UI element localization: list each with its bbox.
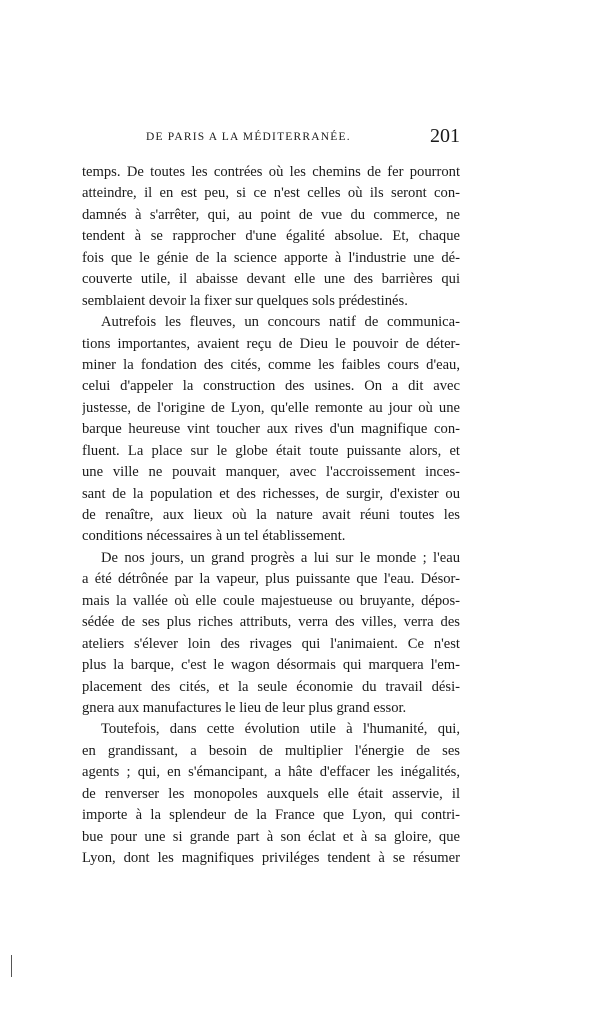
text-line: Autrefois les fleuves, un concours natif de communica- (101, 314, 460, 331)
text-line: a été détrônée par la vapeur, plus puissante que l'eau. Désor- (82, 571, 460, 588)
text-line: fois que le génie de la science apporte à l'industrie une dé- (82, 249, 460, 266)
text-line: sant de la population et des richesses, de surgir, d'exister ou (82, 485, 460, 502)
text-line: gnera aux manufactures le lieu de leur plus grand essor. (82, 699, 407, 716)
text-line: damnés à s'arrêter, qui, au point de vue du commerce, ne (82, 206, 460, 223)
text-line: mais la vallée où elle coule majestueuse ou bruyante, dépos- (82, 592, 460, 609)
text-line: barque heureuse vint toucher aux rives d'un magnifique con- (82, 421, 460, 438)
text-line: tions importantes, avaient reçu de Dieu le pouvoir de déter- (82, 335, 460, 352)
text-line: celui d'appeler la construction des usines. On a dit avec (82, 378, 460, 395)
text-line: temps. De toutes les contrées où les chemins de fer pourront (82, 164, 460, 180)
text-line: placement des cités, et la seule économie du travail dési- (82, 678, 460, 695)
text-line: Toutefois, dans cette évolution utile à l'humanité, qui, (101, 721, 460, 738)
text-line: plus la barque, c'est le wagon désormais qui marquera l'em- (82, 657, 460, 674)
body-text (82, 162, 460, 869)
text-line: sédée de ses plus riches attributs, verra des villes, verra des (82, 614, 460, 631)
running-header (82, 125, 460, 151)
text-line: semblaient devoir la fixer sur quelques sols prédestinés. (82, 292, 408, 309)
text-line: Lyon, dont les magnifiques priviléges tendent à se résumer (82, 850, 460, 866)
text-line: tendent à se rapprocher d'une égalité absolue. Et, chaque (82, 228, 460, 245)
text-line: une ville ne pouvait manquer, avec l'accroissement inces- (82, 464, 460, 481)
text-line: justesse, de l'origine de Lyon, qu'elle remonte au jour où une (82, 399, 460, 416)
text-line: De nos jours, un grand progrès a lui sur le monde ; l'eau (101, 549, 460, 566)
text-line: importe à la splendeur de la France que Lyon, qui contri- (82, 807, 460, 824)
page-number: 201 (430, 125, 460, 147)
text-line: couverte utile, il abaisse devant elle une des barrières qui (82, 271, 460, 288)
text-line: de renverser les monopoles auxquels elle était asservie, il (82, 785, 460, 802)
text-line: bue pour une si grande part à son éclat et à sa gloire, que (82, 828, 460, 845)
text-line: fluent. La place sur le globe était toute puissante alors, et (82, 442, 460, 459)
text-line: miner la fondation des cités, comme les faibles cours d'eau, (82, 356, 460, 373)
text-line: conditions nécessaires à un tel établissement. (82, 528, 346, 545)
text-line: agents ; qui, en s'émancipant, a hâte d'effacer les inégalités, (82, 764, 460, 781)
text-line: atteindre, il en est peu, si ce n'est celles où ils seront con- (82, 185, 460, 202)
scan-edge-mark (11, 955, 12, 977)
text-line: ateliers s'élever loin des rivages qui l'animaient. Ce n'est (82, 635, 460, 652)
running-title: DE PARIS A LA MÉDITERRANÉE. (146, 131, 351, 143)
text-line: en grandissant, a besoin de multiplier l'énergie de ses (82, 742, 460, 759)
text-line: de renaître, aux lieux où la nature avait réuni toutes les (82, 507, 460, 523)
